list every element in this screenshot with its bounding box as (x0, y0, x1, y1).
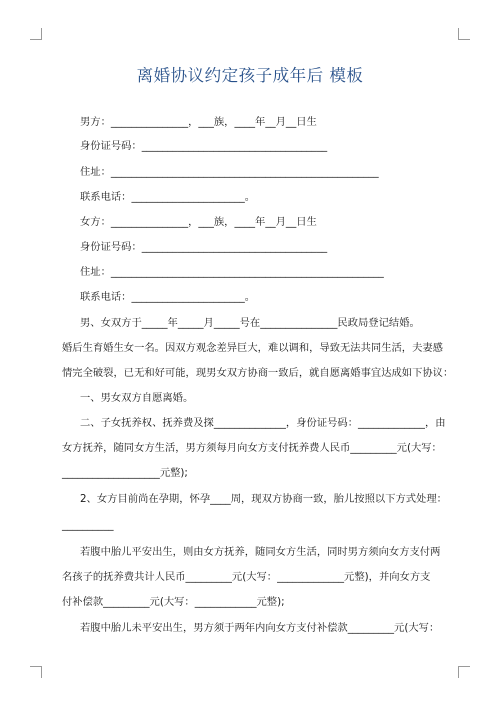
male-party-line: 男方：_______________，___族，____年__月__日生 (80, 116, 317, 128)
female-party-line: 女方：_______________，___族，____年__月__日生 (80, 216, 317, 228)
paragraph-line: 情完全破裂，已无和好可能，现男女双方协商一致后，就自愿离婚事宜达成如下协议： (62, 367, 454, 379)
male-id-number-line: 身份证号码：____________________________________ (80, 140, 328, 152)
paragraph-line: 付补偿款_________元(大写：____________元整); (62, 596, 285, 608)
paragraph-line: 若腹中胎儿平安出生，则由女方抚养，随同女方生活，同时男方须向女方支付两 (80, 546, 441, 558)
document-title: 离婚协议约定孩子成年后 模板 (136, 66, 364, 85)
crop-mark-bottom-left (30, 666, 42, 678)
blank-fill-line: __________ (62, 519, 114, 531)
male-address-line: 住址：____________________________________________________ (80, 166, 379, 178)
crop-mark-bottom-right (458, 666, 470, 678)
female-id-number-line: 身份证号码：____________________________________ (80, 241, 328, 253)
crop-mark-top-right (458, 28, 470, 40)
clause-2-line: 二、子女抚养权、抚养费及探______________，身份证号码：_____________，由 (80, 417, 446, 429)
paragraph-line: ___________________元整); (62, 467, 188, 479)
clause-2-item-2-line: 2、女方目前尚在孕期，怀孕____周，现双方协商一致，胎儿按照以下方式处理： (80, 493, 447, 505)
paragraph-line: 若腹中胎儿未平安出生，男方须于两年内向女方支付补偿款_________元(大写： (80, 622, 440, 634)
clause-1-line: 一、男女双方自愿离婚。 (80, 392, 194, 404)
paragraph-line: 名孩子的抚养费共计人民币_________元(大写：_____________元整)，并向女方支 (62, 571, 431, 583)
female-phone-line: 联系电话：______________________。 (80, 291, 256, 303)
marriage-registration-line: 男、女双方于_____年_____月_____号在_______________民政局登记结婚。 (80, 317, 420, 329)
paragraph-line: 女方抚养，随同女方生活，男方须每月向女方支付抚养费人民币_________元(大写： (62, 442, 442, 454)
male-phone-line: 联系电话：______________________。 (80, 191, 256, 203)
crop-mark-top-left (30, 28, 42, 40)
female-address-line: 住址：_____________________________________________________ (80, 266, 384, 278)
paragraph-line: 婚后生育婚生女一名。因双方观念差异巨大，难以调和，导致无法共同生活，夫妻感 (62, 342, 443, 354)
